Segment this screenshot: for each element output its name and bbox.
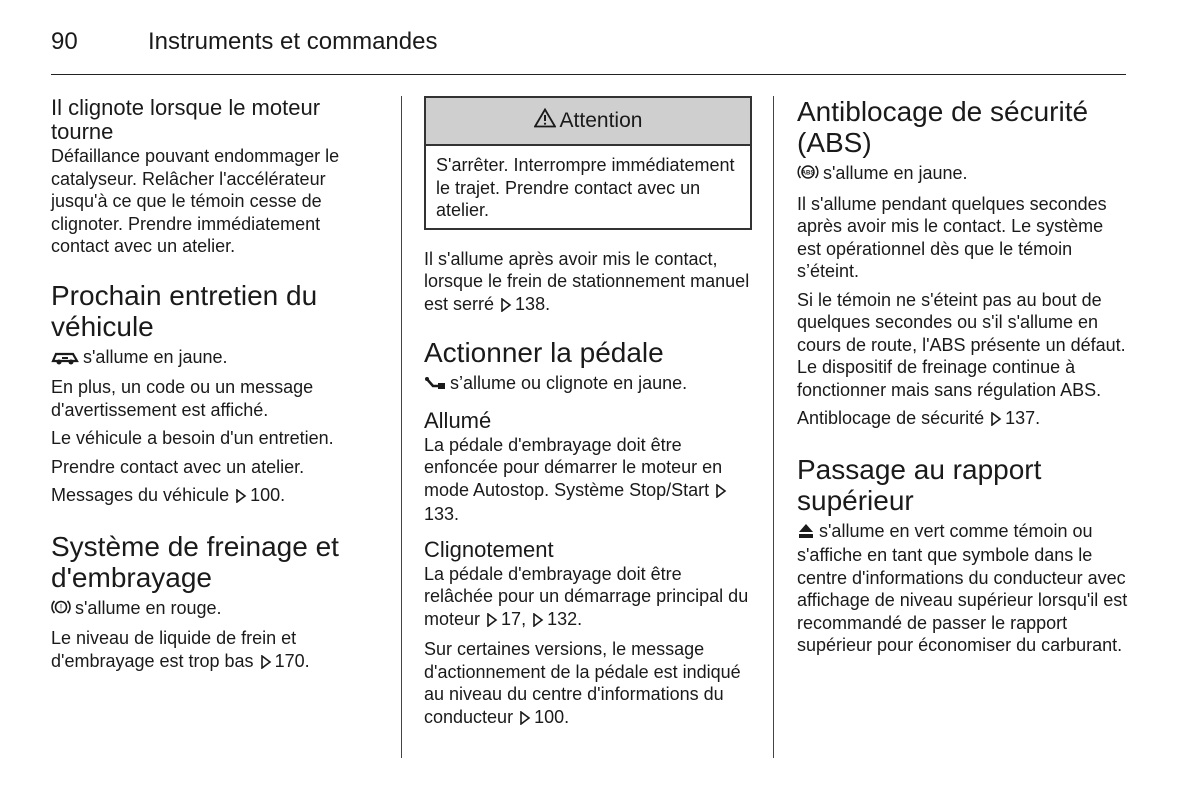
reference-arrow-icon [519, 708, 531, 731]
brake-circle-icon [51, 598, 71, 622]
svg-text:!: ! [59, 602, 63, 612]
subsection-heading: Allumé [424, 407, 492, 433]
section-heading: Antiblocage de sécurité (ABS) [797, 96, 1089, 158]
page-reference-link[interactable]: 17, [501, 608, 527, 629]
paragraph: Prendre contact avec un atelier. [51, 456, 305, 477]
column-divider [401, 96, 402, 758]
column-3 [797, 96, 1129, 663]
page-title: Instruments et commandes [148, 28, 438, 55]
abs-icon [797, 163, 819, 187]
paragraph: ABS s'allume en jaune. [797, 162, 1129, 187]
page-reference-link[interactable]: 138. [515, 293, 551, 314]
paragraph: La pédale d'embrayage doit être enfoncée pour démarrer le moteur en mode Autostop. Système Stop/Start 133. [424, 434, 752, 526]
column-2 [424, 96, 752, 736]
paragraph: ! s'allume en rouge. [51, 597, 381, 622]
page-reference-link[interactable]: 100. [250, 485, 286, 505]
paragraph: Le véhicule a besoin d'un entretien. [51, 428, 334, 448]
pedal-icon [424, 374, 446, 397]
page-reference-link[interactable]: 133. [424, 504, 460, 524]
paragraph: Il s'allume après avoir mis le contact, lorsque le frein de stationnement manuel est serré 138. [424, 248, 752, 318]
paragraph: En plus, un code ou un message d'avertissement est affiché. [51, 377, 314, 420]
reference-arrow-icon [486, 610, 498, 633]
paragraph: Sur certaines versions, le message d'actionnement de la pédale est indiqué au niveau du centre d'informations du conducteur 100. [424, 638, 752, 730]
column-divider [773, 96, 774, 758]
page-reference-link[interactable]: 100. [534, 706, 570, 727]
paragraph: s’allume ou clignote en jaune. [424, 372, 752, 397]
paragraph: Messages du véhicule 100. [51, 484, 381, 509]
page-reference-link[interactable]: 170. [274, 650, 310, 671]
subsection-heading: Clignotement [424, 536, 554, 562]
paragraph: Si le témoin ne s'éteint pas au bout de quelques secondes ou s'il s'allume en cours de route, l'ABS présente un défaut. Le dispositif de freinage continue à fonctionner mais sans régulation ABS. [797, 289, 1126, 400]
warning-triangle-icon [534, 108, 556, 134]
attention-box [424, 96, 752, 230]
attention-text: S'arrêter. Interrompre immédiatement le trajet. Prendre contact avec un atelier. [436, 155, 735, 220]
paragraph: Il s'allume pendant quelques secondes après avoir mis le contact. Le système est opérationnel dès que le témoin s’éteint. [797, 193, 1107, 281]
paragraph: La pédale d'embrayage doit être relâchée pour un démarrage principal du moteur 17, 132. [424, 563, 752, 633]
section-heading: Système de freinage et d'embrayage [51, 530, 339, 593]
subsection-heading: Il clignote lorsque le moteur tourne [51, 95, 321, 144]
upshift-icon [797, 522, 815, 545]
reference-arrow-icon [235, 486, 247, 509]
page-header [51, 24, 1126, 78]
attention-header [426, 98, 750, 146]
paragraph: Le niveau de liquide de frein et d'embrayage est trop bas 170. [51, 627, 381, 674]
column-1 [51, 96, 381, 680]
paragraph: Défaillance pouvant endommager le catalyseur. Relâcher l'accélérateur jusqu'à ce que le témoin cesse de clignoter. Prendre immédiatement contact avec un atelier. [51, 146, 340, 256]
reference-arrow-icon [260, 652, 272, 675]
section-heading: Prochain entretien du véhicule [51, 279, 318, 342]
header-divider [51, 74, 1126, 75]
page-reference-link[interactable]: 132. [547, 608, 583, 629]
section-heading: Passage au rapport supérieur [797, 453, 1042, 516]
car-wrench-icon [51, 348, 79, 371]
paragraph: s'allume en jaune. [51, 346, 381, 371]
page-number: 90 [51, 28, 78, 55]
reference-arrow-icon [990, 409, 1002, 432]
section-heading: Actionner la pédale [424, 337, 664, 368]
svg-text:ABS: ABS [801, 170, 815, 177]
reference-arrow-icon [715, 481, 727, 504]
reference-arrow-icon [532, 610, 544, 633]
paragraph: s'allume en vert comme témoin ou s'affiche en tant que symbole dans le centre d'informations du conducteur avec affichage de niveau supérieur lorsqu'il est recommandé de passer le rapport supérieur pour économiser du carburant. [797, 520, 1128, 655]
reference-arrow-icon [500, 295, 512, 318]
page-reference-link[interactable]: 137. [1005, 408, 1041, 428]
attention-title: Attention [559, 109, 643, 132]
paragraph: Antiblocage de sécurité 137. [797, 407, 1129, 432]
